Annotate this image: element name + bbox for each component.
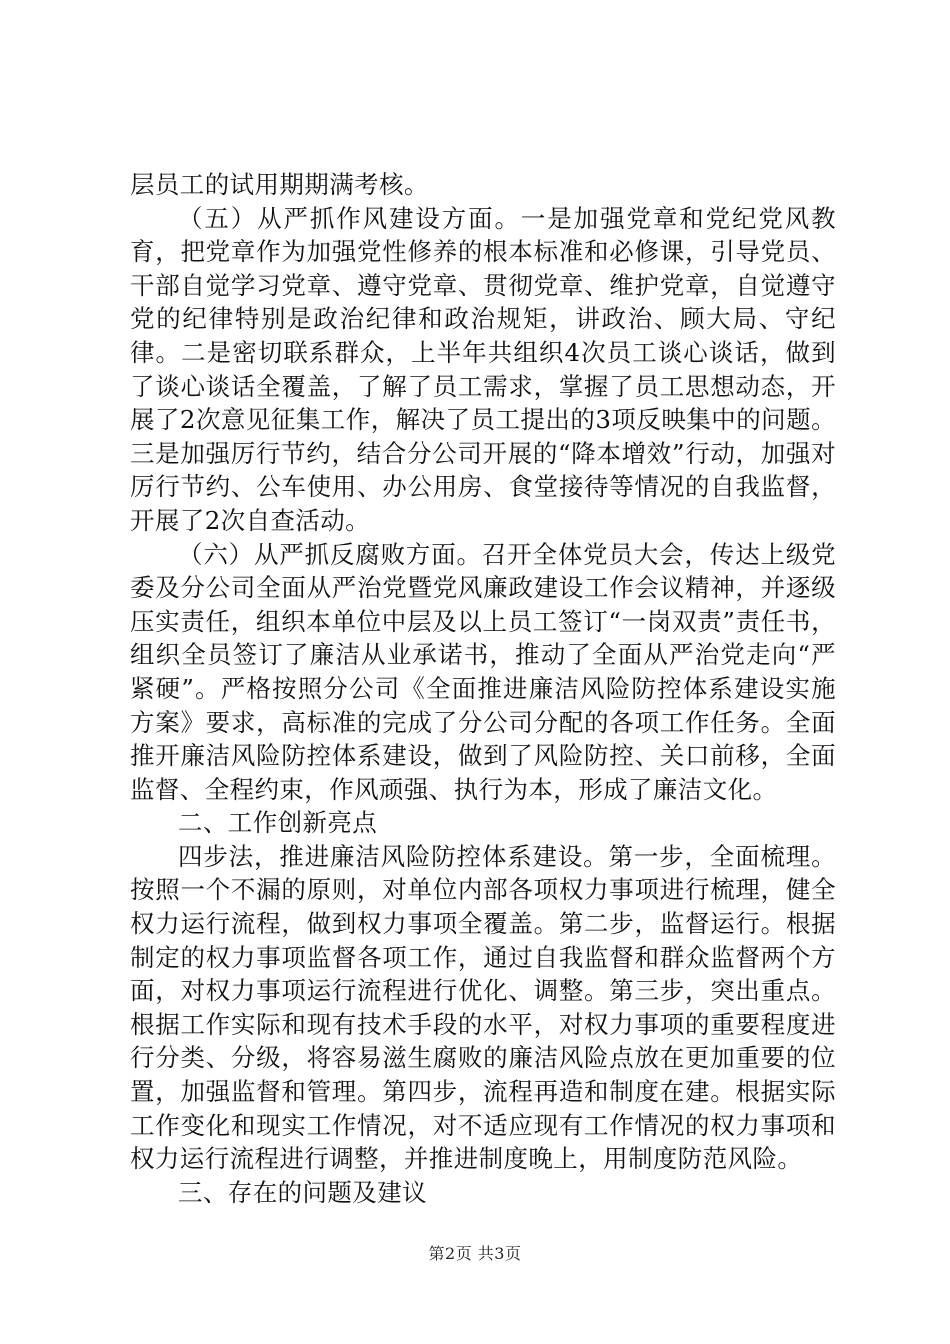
document-body [130,168,836,1209]
paragraph-anti-corruption: （六）从严抓反腐败方面。召开全体党员大会，传达上级党委及分公司全面从严治党暨党风廉政建设工作会议精神，并逐级压实责任，组织本单位中层及以上员工签订“一岗双责”责任书，组织全员签订了廉洁从业承诺书，推动了全面从严治党走向“严紧硬”。严格按照分公司《全面推进廉洁风险防控体系建设实施方案》要求，高标准的完成了分公司分配的各项工作任务。全面推开廉洁风险防控体系建设，做到了风险防控、关口前移，全面监督、全程约束，作风顽强、执行为本，形成了廉洁文化。 [130,539,836,804]
section-heading-innovation: 二、工作创新亮点 [178,808,378,838]
page-number-footer: 第2页 共3页 [428,1244,522,1263]
section-heading-problems: 三、存在的问题及建议 [178,1177,427,1207]
paragraph-four-steps: 四步法，推进廉洁风险防控体系建设。第一步，全面梳理。按照一个不漏的原则，对单位内部各项权力事项进行梳理，健全权力运行流程，做到权力事项全覆盖。第二步，监督运行。根据制定的权力事项监督各项工作，通过自我监督和群众监督两个方面，对权力事项运行流程进行优化、调整。第三步，突出重点。根据工作实际和现有技术手段的水平，对权力事项的重要程度进行分类、分级，将容易滋生腐败的廉洁风险点放在更加重要的位置，加强监督和管理。第四步，流程再造和制度在建。根据实际工作变化和现实工作情况，对不适应现有工作情况的权力事项和权力运行流程进行调整，并推进制度晚上，用制度防范风险。 [130,841,836,1174]
paragraph-continuation: 层员工的试用期期满考核。 [130,170,429,199]
paragraph-work-style: （五）从严抓作风建设方面。一是加强党章和党纪党风教育，把党章作为加强党性修养的根本标准和必修课，引导党员、干部自觉学习党章、遵守党章、贯彻党章、维护党章，自觉遵守党的纪律特别是政治纪律和政治规矩，讲政治、顾大局、守纪律。二是密切联系群众，上半年共组织4次员工谈心谈话，做到了谈心谈话全覆盖，了解了员工需求，掌握了员工思想动态，开展了2次意见征集工作，解决了员工提出的3项反映集中的问题。三是加强厉行节约，结合分公司开展的“降本增效”行动，加强对厉行节约、公车使用、办公用房、食堂接待等情况的自我监督，开展了2次自查活动。 [130,203,836,535]
